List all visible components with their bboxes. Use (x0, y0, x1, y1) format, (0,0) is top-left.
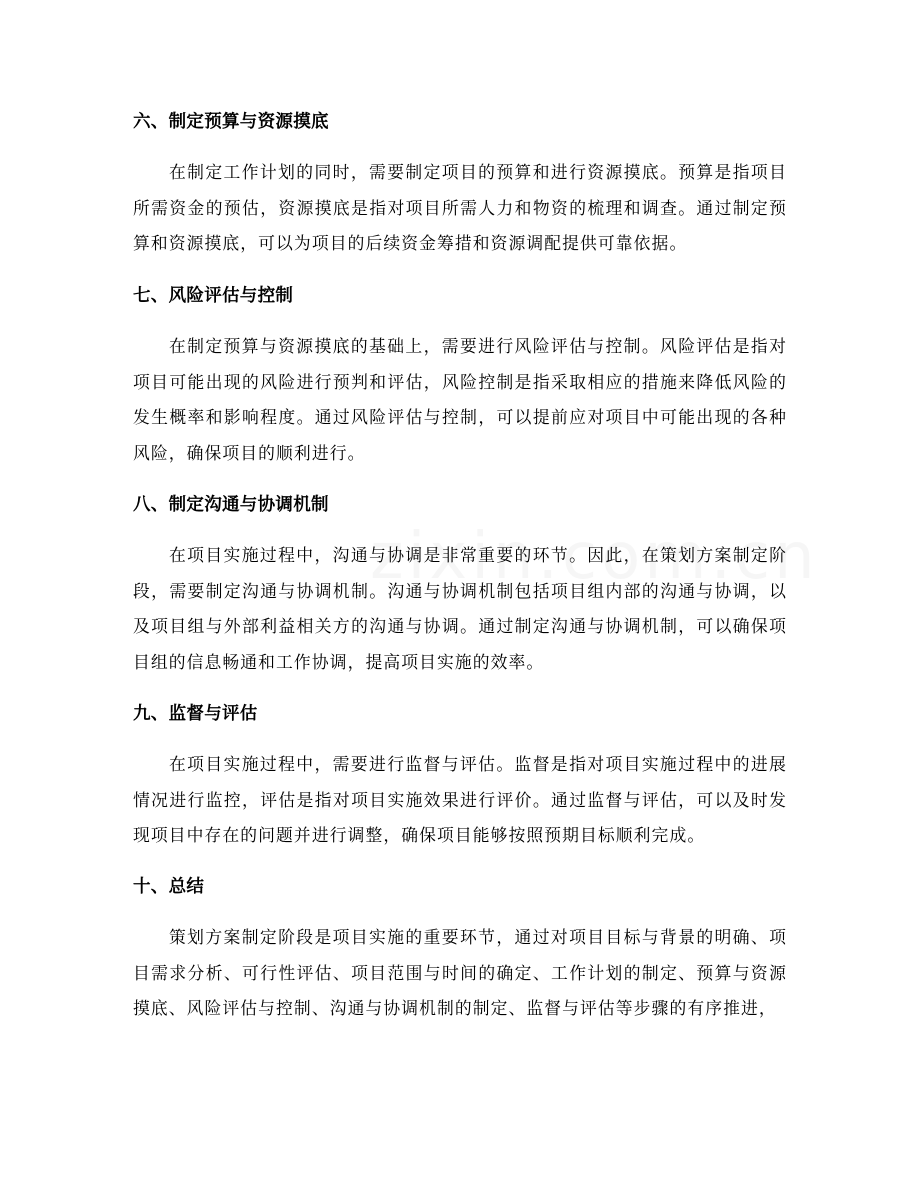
section-heading: 十、总结 (133, 877, 205, 897)
section-paragraph: 策划方案制定阶段是项目实施的重要环节，通过对项目目标与背景的明确、项目需求分析、可行性评估、项目范围与时间的确定、工作计划的制定、预算与资源摸底、风险评估与控制、沟通与协调机制的制定、监督与评估等步骤的有序推进， (133, 927, 787, 1018)
section-paragraph: 在项目实施过程中，沟通与协调是非常重要的环节。因此，在策划方案制定阶段，需要制定沟通与协调机制。沟通与协调机制包括项目组内部的沟通与协调，以及项目组与外部利益相关方的沟通与协调。通过制定沟通与协调机制，可以确保项目组的信息畅通和工作协调，提高项目实施的效率。 (133, 545, 787, 672)
section-paragraph: 在制定工作计划的同时，需要制定项目的预算和进行资源摸底。预算是指项目所需资金的预估，资源摸底是指对项目所需人力和物资的梳理和调查。通过制定预算和资源摸底，可以为项目的后续资金筹措和资源调配提供可靠依据。 (133, 162, 787, 253)
section-heading: 九、监督与评估 (133, 704, 258, 724)
section-heading: 八、制定沟通与协调机制 (133, 495, 329, 515)
section-heading: 七、风险评估与控制 (133, 286, 294, 306)
section-supervision (133, 702, 787, 854)
section-risk-assessment (133, 284, 787, 471)
section-communication (133, 493, 787, 680)
section-summary (133, 875, 787, 1027)
section-heading: 六、制定预算与资源摸底 (133, 112, 329, 132)
section-paragraph: 在项目实施过程中，需要进行监督与评估。监督是指对项目实施过程中的进展情况进行监控，评估是指对项目实施效果进行评价。通过监督与评估，可以及时发现项目中存在的问题并进行调整，确保项目能够按照预期目标顺利完成。 (133, 754, 787, 845)
section-paragraph: 在制定预算与资源摸底的基础上，需要进行风险评估与控制。风险评估是指对项目可能出现的风险进行预判和评估，风险控制是指采取相应的措施来降低风险的发生概率和影响程度。通过风险评估与控制，可以提前应对项目中可能出现的各种风险，确保项目的顺利进行。 (133, 336, 787, 463)
section-budget-resources (133, 110, 787, 262)
